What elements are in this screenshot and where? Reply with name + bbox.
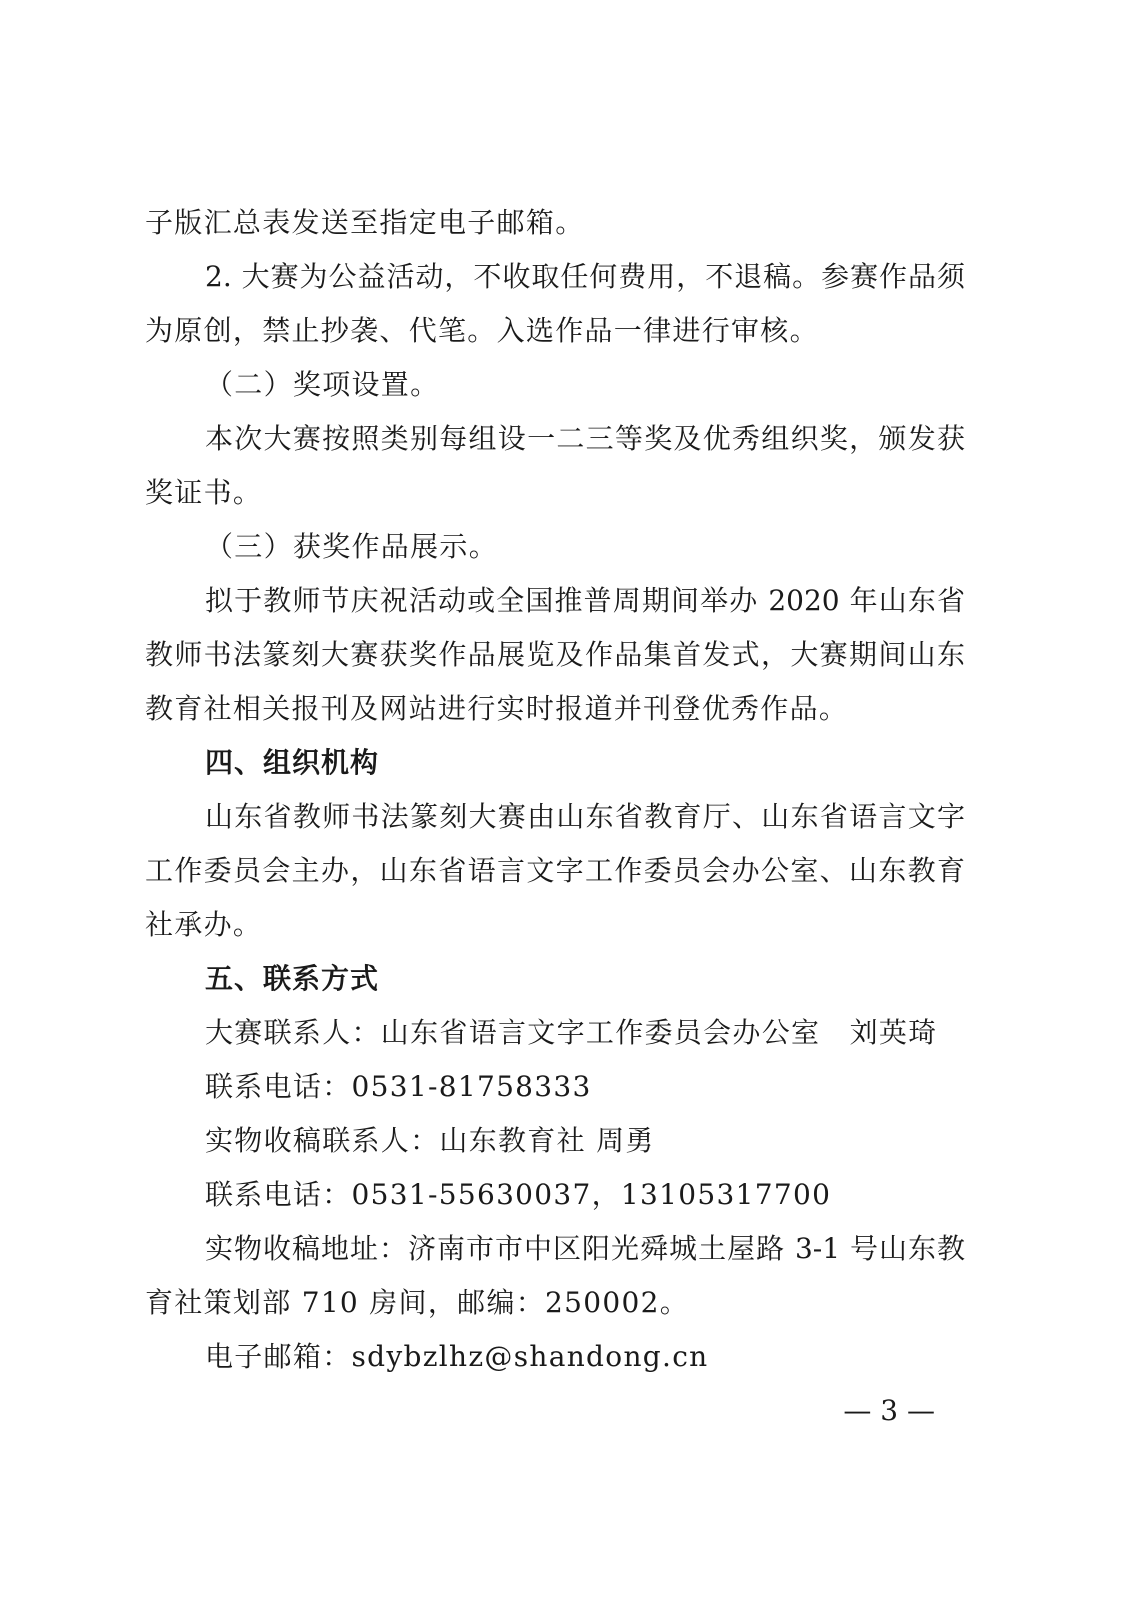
contact-phone-line: 联系电话：0531-81758333 (205, 1070, 592, 1103)
text-line: 工作委员会主办，山东省语言文字工作委员会办公室、山东教育 (145, 854, 965, 887)
subsection-heading: （二）奖项设置。 (205, 368, 440, 401)
text-line: 社承办。 (145, 908, 263, 941)
page-number: — 3 — (843, 1394, 935, 1427)
text-line: 拟于教师节庆祝活动或全国推普周期间举办 2020 年山东省 (205, 584, 965, 617)
email-line: 电子邮箱：sdybzlhz@shandong.cn (205, 1340, 709, 1373)
section-heading: 四、组织机构 (205, 746, 380, 779)
submission-phone-line: 联系电话：0531-55630037，13105317700 (205, 1178, 832, 1211)
text-line: 教师书法篆刻大赛获奖作品展览及作品集首发式，大赛期间山东 (145, 638, 965, 671)
text-line: 为原创，禁止抄袭、代笔。入选作品一律进行审核。 (145, 314, 819, 347)
submission-contact-line: 实物收稿联系人：山东教育社 周勇 (205, 1124, 655, 1157)
submission-address-line: 育社策划部 710 房间，邮编：250002。 (145, 1286, 690, 1319)
contact-person-line: 大赛联系人：山东省语言文字工作委员会办公室 刘英琦 (205, 1016, 938, 1049)
subsection-heading: （三）获奖作品展示。 (205, 530, 499, 563)
submission-address-line: 实物收稿地址：济南市市中区阳光舜城土屋路 3-1 号山东教 (205, 1232, 965, 1265)
text-line: 子版汇总表发送至指定电子邮箱。 (145, 206, 585, 239)
text-line: 山东省教师书法篆刻大赛由山东省教育厅、山东省语言文字 (205, 800, 965, 833)
text-line: 2. 大赛为公益活动，不收取任何费用，不退稿。参赛作品须 (205, 260, 965, 293)
document-body (145, 196, 965, 1384)
text-line: 奖证书。 (145, 476, 263, 509)
text-line: 本次大赛按照类别每组设一二三等奖及优秀组织奖，颁发获 (205, 422, 965, 455)
text-line: 教育社相关报刊及网站进行实时报道并刊登优秀作品。 (145, 692, 849, 725)
section-heading: 五、联系方式 (205, 962, 380, 995)
